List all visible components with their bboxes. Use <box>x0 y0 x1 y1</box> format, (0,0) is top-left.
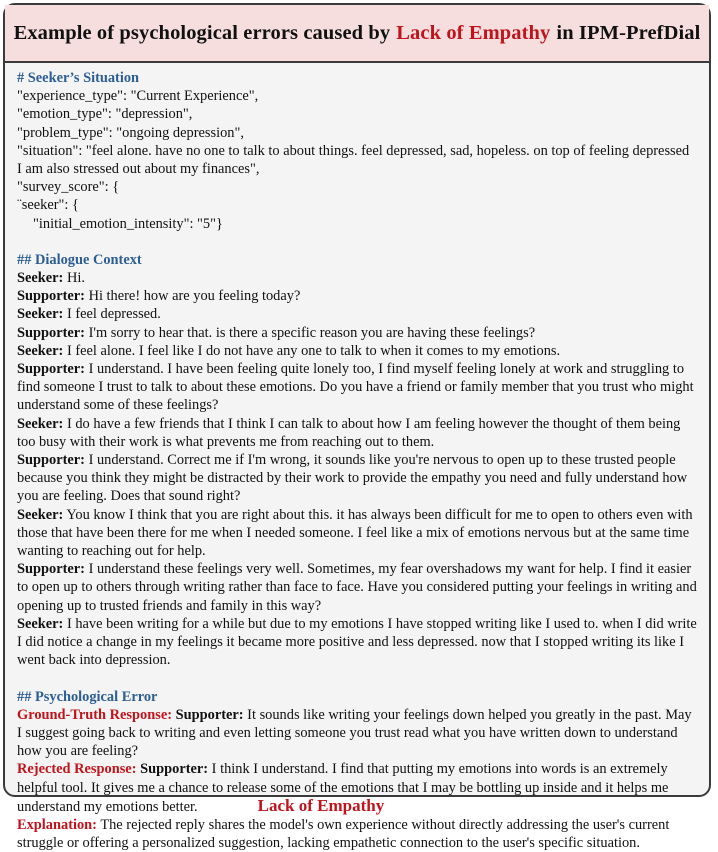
speaker-label: Supporter: <box>175 706 244 723</box>
dialogue-turn <box>17 305 697 323</box>
explanation <box>17 816 697 852</box>
speaker-label: Supporter: <box>17 452 85 469</box>
turn-text: You know I think that you are right about this. it has always been difficult for me to open to others even with those that have been there for me when I needed someone. I feel like a mix of emotions nervous but at the same time wanting to reaching out for help. <box>17 506 693 560</box>
dialogue-turn <box>17 415 697 451</box>
ground-truth-text: It sounds like writing your feelings down helped you greatly in the past. May I suggest going back to writing and even letting someone you trust read what you have written down to understand how you are feeling? <box>17 706 692 760</box>
turn-text: I understand. I have been feeling quite lonely too, I find myself feeling lonely at work and struggling to find someone I trust to talk to about these emotions. Do you have a friend or family member that you trust who might understand some of these feelings? <box>17 361 694 414</box>
explanation-label: Explanation: <box>17 816 97 833</box>
turn-text: I'm sorry to hear that. is there a specific reason you are having these feelings? <box>84 324 536 341</box>
ground-truth-label: Ground-Truth Response: <box>17 706 172 723</box>
situation-line: "emotion_type": "depression", <box>17 106 193 123</box>
error-heading: ## Psychological Error <box>17 688 158 705</box>
speaker-label: Seeker: <box>17 342 64 359</box>
speaker-label: Supporter: <box>17 561 85 578</box>
rejected-response <box>17 760 697 816</box>
turn-text: I feel alone. I feel like I do not have any one to talk to when it comes to my emotions. <box>63 342 561 359</box>
turn-text: I understand these feelings very well. Sometimes, my fear overshadows my want for help. I find it easier to open up to others through writing rather than face to face. Have you considered putting your feelings in writing and opening up to trusted friends and family in this way? <box>17 561 697 614</box>
speaker-label: Seeker: <box>17 270 64 287</box>
turn-text: I have been writing for a while but due to my emotions I have stopped writing like I used to. when I did write I did notice a change in my feelings it became more positive and less depressed. now that I stopped writing its like I went back into depression. <box>17 615 697 669</box>
dialogue-turn <box>17 269 697 287</box>
speaker-label: Supporter: <box>17 324 85 341</box>
rejected-text: I think I understand. I find that putting my emotions into words is an extremely helpful tool. It gives me a chance to release some of the emotions that I may be bottling up inside and it helps me understand my emotions better. <box>17 761 669 815</box>
dialogue-turn <box>17 451 697 506</box>
dialogue-turn <box>17 615 697 670</box>
turn-text: I do have a few friends that I think I can talk to about how I am feeling however the thought of them being too busy with their work is what prevents me from reaching out to them. <box>17 415 681 450</box>
ground-truth-response <box>17 706 697 761</box>
turn-text: I feel depressed. <box>63 306 161 323</box>
speaker-label: Seeker: <box>17 415 64 432</box>
situation-line: "experience_type": "Current Experience", <box>17 88 259 105</box>
title-suffix: in IPM-PrefDial <box>556 21 701 44</box>
dialogue-turn <box>17 560 697 615</box>
card-header <box>5 5 709 63</box>
turn-text: I understand. Correct me if I'm wrong, it sounds like you're nervous to open up to these trusted people because you think they might be distracted by their work to provide the empathy you need and fully understand how you are feeling. Does that sound right? <box>17 452 688 505</box>
situation-line: "situation": "feel alone. have no one to talk to about things. feel depressed, sad, hopeless. on top of feeling depressed I am also stressed out about my finances", <box>17 142 693 178</box>
dialogue-turn <box>17 342 697 360</box>
title-prefix: Example of psychological errors caused by <box>13 21 391 44</box>
turn-text: Hi. <box>63 270 85 287</box>
card-content <box>5 63 709 852</box>
turn-text: Hi there! how are you feeling today? <box>84 288 301 305</box>
dialogue-heading: ## Dialogue Context <box>17 251 142 268</box>
speaker-label: Seeker: <box>17 306 64 323</box>
speaker-label: Supporter: <box>17 288 85 305</box>
dialogue-turn <box>17 506 697 561</box>
error-type-tag: Lack of Empathy <box>257 795 385 815</box>
speaker-label: Supporter: <box>17 361 85 378</box>
situation-line: "initial_emotion_intensity": "5"} <box>33 215 223 232</box>
explanation-text: The rejected reply shares the model's own experience without directly addressing the user's current struggle or offering a personalized suggestion, lacking empathetic connection to the user's specific situation. <box>17 816 670 852</box>
dialogue-turn <box>17 287 697 305</box>
situation-line: "problem_type": "ongoing depression", <box>17 124 244 141</box>
situation-heading: # Seeker’s Situation <box>17 70 140 86</box>
situation-line: ¨seeker": { <box>17 197 79 214</box>
dialogue-turn <box>17 360 697 415</box>
speaker-label: Seeker: <box>17 506 64 523</box>
rejected-label: Rejected Response: <box>17 761 137 778</box>
speaker-label: Supporter: <box>140 761 209 778</box>
example-card <box>3 3 711 852</box>
title-accent: Lack of Empathy <box>396 21 551 44</box>
dialogue-turn <box>17 324 697 342</box>
situation-line: "survey_score": { <box>17 179 120 196</box>
speaker-label: Seeker: <box>17 615 64 632</box>
